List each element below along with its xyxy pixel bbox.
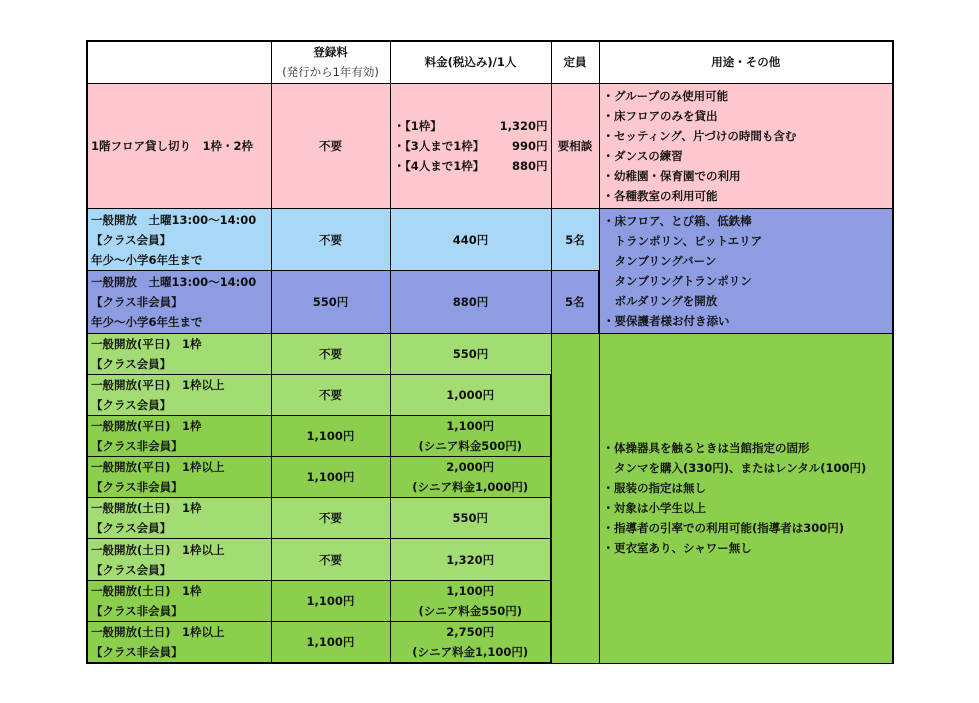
note-line: ・指導者の引率での利用可能(指導者は300円)	[602, 521, 845, 536]
general-registration: 不要	[271, 333, 390, 374]
general-price	[390, 457, 551, 498]
saturday-nonmember-price: 880円	[390, 271, 551, 333]
price-line: 1,000円	[446, 387, 495, 402]
name-line: 一般開放(土日) 1枠	[91, 501, 202, 516]
name-line: 【クラス会員】	[91, 562, 172, 577]
saturday-member-capacity: 5名	[551, 209, 599, 271]
header-capacity: 定員	[551, 41, 599, 83]
name-line: 【クラス非会員】	[91, 644, 183, 659]
saturday-nonmember-registration: 550円	[271, 271, 390, 333]
header-notes: 用途・その他	[599, 41, 893, 83]
rental-registration: 不要	[271, 83, 390, 209]
general-name	[87, 333, 271, 374]
general-registration: 不要	[271, 539, 390, 580]
general-registration: 1,100円	[271, 457, 390, 498]
price-line: (シニア料金1,000円)	[412, 480, 529, 495]
price-line: (シニア料金550円)	[418, 603, 523, 618]
note-line: タンマを購入(330円)、またはレンタル(100円)	[602, 461, 867, 476]
general-price	[390, 621, 551, 663]
general-price	[390, 333, 551, 374]
general-price	[390, 415, 551, 456]
name-line: 【クラス会員】	[91, 232, 172, 247]
general-capacity	[551, 333, 599, 663]
rental-name: 1階フロア貸し切り 1枠・2枠	[87, 83, 271, 209]
general-notes	[599, 333, 893, 663]
name-line: 年少～小学6年生まで	[91, 252, 203, 267]
name-line: 一般開放(土日) 1枠	[91, 583, 202, 598]
general-name	[87, 415, 271, 456]
name-line: 一般開放(土日) 1枠以上	[91, 624, 225, 639]
note-line: ・服装の指定は無し	[602, 481, 706, 496]
name-line: 一般開放(土日) 1枠以上	[91, 542, 225, 557]
name-line: 一般開放(平日) 1枠	[91, 336, 202, 351]
general-name	[87, 539, 271, 580]
general-name	[87, 374, 271, 415]
saturday-nonmember-name	[87, 271, 271, 333]
name-line: 【クラス会員】	[91, 521, 172, 536]
name-line: 【クラス非会員】	[91, 439, 183, 454]
note-line: ・対象は小学生以上	[602, 501, 706, 516]
header-registration-sub: (発行から1年有効)	[282, 65, 379, 80]
price-amount: 1,320円	[499, 118, 548, 133]
header-registration	[271, 41, 390, 83]
note-line: ・体操器具を触るときは当館指定の固形	[602, 441, 810, 456]
fee-table	[86, 40, 894, 664]
saturday-member-registration: 不要	[271, 209, 390, 271]
rental-price-line	[394, 116, 548, 136]
general-name	[87, 457, 271, 498]
general-registration: 1,100円	[271, 580, 390, 621]
name-line: 【クラス会員】	[91, 397, 172, 412]
rental-price-line	[394, 156, 548, 176]
header-registration-title: 登録料	[313, 45, 348, 60]
name-line: 一般開放(平日) 1枠	[91, 419, 202, 434]
saturday-member-price: 440円	[390, 209, 551, 271]
price-line: 1,100円	[446, 583, 495, 598]
note-line: ・床フロアのみを貸出	[602, 108, 718, 123]
rental-price-line	[394, 136, 548, 156]
price-label: ・【4人まで1枠】	[393, 158, 485, 173]
price-amount: 990円	[511, 138, 548, 153]
name-line: 一般開放(平日) 1枠以上	[91, 377, 225, 392]
note-line: ・床フロア、とび箱、低鉄棒	[603, 213, 752, 228]
general-name	[87, 621, 271, 663]
general-registration: 1,100円	[271, 621, 390, 663]
note-line: ・更衣室あり、シャワー無し	[602, 541, 752, 556]
name-line: 【クラス非会員】	[91, 295, 183, 310]
header-blank	[87, 41, 271, 83]
general-name	[87, 580, 271, 621]
rental-notes	[599, 83, 893, 209]
rental-capacity: 要相談	[551, 83, 599, 209]
note-line: ・セッティング、片づけの時間も含む	[602, 128, 797, 143]
saturday-nonmember-capacity: 5名	[551, 271, 599, 333]
general-price	[390, 374, 551, 415]
price-line: 550円	[452, 511, 488, 526]
name-line: 一般開放 土曜13:00～14:00	[91, 275, 257, 290]
price-amount: 880円	[511, 158, 548, 173]
name-line: 【クラス会員】	[91, 356, 172, 371]
rental-prices	[390, 83, 551, 209]
header-row	[87, 41, 893, 83]
name-line: 一般開放(平日) 1枠以上	[91, 460, 225, 475]
saturday-member-row	[87, 209, 893, 271]
note-line: ・幼稚園・保育園での利用	[602, 168, 741, 183]
saturday-notes	[599, 209, 893, 334]
price-line: (シニア料金500円)	[418, 439, 523, 454]
general-registration: 不要	[271, 374, 390, 415]
note-line: ・ダンスの練習	[602, 148, 683, 163]
price-label: ・【1枠】	[393, 118, 442, 133]
price-line: 1,100円	[446, 419, 495, 434]
price-line: 2,750円	[446, 624, 495, 639]
general-price	[390, 498, 551, 539]
price-line: 2,000円	[446, 460, 495, 475]
price-line: (シニア料金1,100円)	[412, 644, 529, 659]
note-line: ・各種教室の利用可能	[602, 188, 718, 203]
name-line: 年少～小学6年生まで	[91, 315, 203, 330]
saturday-member-name	[87, 209, 271, 271]
price-label: ・【3人まで1枠】	[393, 138, 485, 153]
general-name	[87, 498, 271, 539]
general-row	[87, 333, 893, 374]
note-line: ボルダリングを開放	[603, 293, 718, 308]
name-line: 【クラス非会員】	[91, 603, 183, 618]
rental-row	[87, 83, 893, 209]
general-price	[390, 580, 551, 621]
note-line: タンブリングトランポリン	[603, 273, 752, 288]
price-line: 550円	[452, 346, 489, 361]
note-line: トランポリン、ピットエリア	[603, 233, 763, 248]
note-line: ・グループのみ使用可能	[602, 88, 729, 103]
note-line: ・要保護者様お付き添い	[603, 313, 730, 328]
price-line: 1,320円	[446, 552, 495, 567]
name-line: 【クラス非会員】	[91, 480, 183, 495]
general-price	[390, 539, 551, 580]
note-line: タンブリングバーン	[603, 253, 717, 268]
name-line: 一般開放 土曜13:00～14:00	[91, 212, 257, 227]
general-registration: 不要	[271, 498, 390, 539]
general-registration: 1,100円	[271, 415, 390, 456]
header-price: 料金(税込み)/1人	[390, 41, 551, 83]
